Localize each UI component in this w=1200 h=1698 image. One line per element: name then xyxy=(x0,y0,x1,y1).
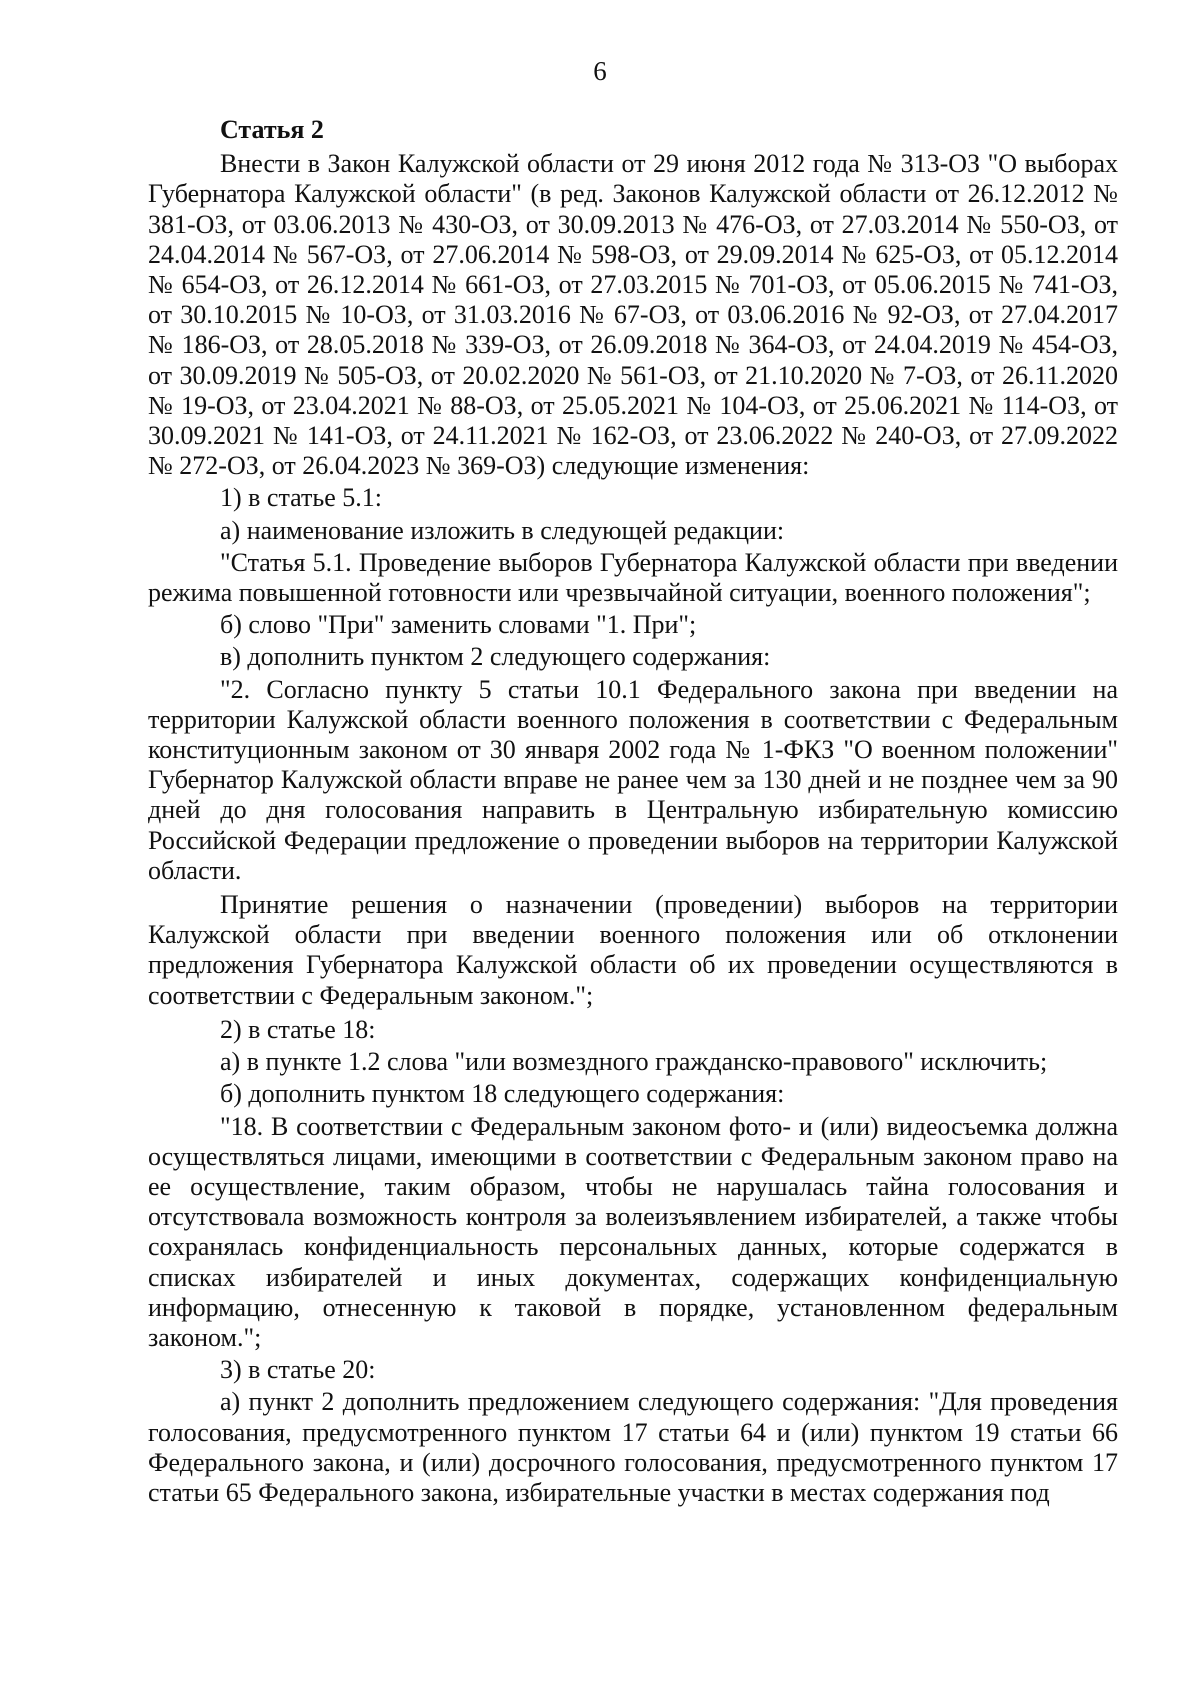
document-body xyxy=(148,115,1118,1510)
paragraph-item-1v: в) дополнить пунктом 2 следующего содержания: xyxy=(220,642,771,672)
paragraph-decision: Принятие решения о назначении (проведении) выборов на территории Калужской области при введении военного положения или об отклонении предложения Губернатора Калужской области об их проведении осуществляются в соответствии с Федеральным законом."; xyxy=(148,890,1118,1010)
paragraph-item-1a: а) наименование изложить в следующей редакции: xyxy=(220,515,785,545)
paragraph-item-2: 2) в статье 18: xyxy=(220,1014,376,1044)
paragraph-quote-point-18: "18. В соответствии с Федеральным законом фото- и (или) видеосъемка должна осуществляться лицами, имеющими в соответствии с Федеральным законом право на ее осуществление, таким образом, чтобы не нарушалась тайна голосования и отсутствовала возможность контроля за волеизъявлением избирателей, а также чтобы сохранялась конфиденциальность персональных данных, которые содержатся в списках избирателей и иных документах, содержащих конфиденциальную информацию, отнесенную к таковой в порядке, установленном федеральным законом."; xyxy=(148,1111,1118,1352)
paragraph-item-3: 3) в статье 20: xyxy=(220,1355,376,1385)
paragraph-item-2a: а) в пункте 1.2 слова "или возмездного гражданско-правового" исключить; xyxy=(220,1047,1048,1077)
paragraph-item-1: 1) в статье 5.1: xyxy=(220,483,383,513)
paragraph-quote-article-5-1: "Статья 5.1. Проведение выборов Губернатора Калужской области при введении режима повышенной готовности или чрезвычайной ситуации, военного положения"; xyxy=(148,547,1118,608)
paragraph-intro: Внести в Закон Калужской области от 29 июня 2012 года № 313-ОЗ "О выборах Губернатора Калужской области" (в ред. Законов Калужской области от 26.12.2012 № 381-ОЗ, от 03.06.2013 № 430-ОЗ, от 30.09.2013 № 476-ОЗ, от 27.03.2014 № 550-ОЗ, от 24.04.2014 № 567-ОЗ, от 27.06.2014 № 598-ОЗ, от 29.09.2014 № 625-ОЗ, от 05.12.2014 № 654-ОЗ, от 26.12.2014 № 661-ОЗ, от 27.03.2015 № 701-ОЗ, от 05.06.2015 № 741-ОЗ, от 30.10.2015 № 10-ОЗ, от 31.03.2016 № 67-ОЗ, от 03.06.2016 № 92-ОЗ, от 27.04.2017 № 186-ОЗ, от 28.05.2018 № 339-ОЗ, от 26.09.2018 № 364-ОЗ, от 24.04.2019 № 454-ОЗ, от 30.09.2019 № 505-ОЗ, от 20.02.2020 № 561-ОЗ, от 21.10.2020 № 7-ОЗ, от 26.11.2020 № 19-ОЗ, от 23.04.2021 № 88-ОЗ, от 25.05.2021 № 104-ОЗ, от 25.06.2021 № 114-ОЗ, от 30.09.2021 № 141-ОЗ, от 24.11.2021 № 162-ОЗ, от 23.06.2022 № 240-ОЗ, от 27.09.2022 № 272-ОЗ, от 26.04.2023 № 369-ОЗ) следующие изменения: xyxy=(148,149,1118,481)
paragraph-item-1b: б) слово "При" заменить словами "1. При"; xyxy=(220,610,697,640)
paragraph-item-3a: а) пункт 2 дополнить предложением следующего содержания: "Для проведения голосования, предусмотренного пунктом 17 статьи 64 и (или) пунктом 19 статьи 66 Федерального закона, и (или) досрочного голосования, предусмотренного пунктом 17 статьи 65 Федерального закона, избирательные участки в местах содержания под xyxy=(148,1387,1118,1507)
paragraph-item-2b: б) дополнить пунктом 18 следующего содержания: xyxy=(220,1079,785,1109)
paragraph-quote-point-2: "2. Согласно пункту 5 статьи 10.1 Федерального закона при введении на территории Калужской области военного положения в соответствии с Федеральным конституционным законом от 30 января 2002 года № 1-ФКЗ "О военном положении" Губернатор Калужской области вправе не ранее чем за 130 дней и не позднее чем за 90 дней до дня голосования направить в Центральную избирательную комиссию Российской Федерации предложение о проведении выборов на территории Калужской области. xyxy=(148,674,1118,885)
article-heading: Статья 2 xyxy=(220,115,324,144)
page-number: 6 xyxy=(593,56,607,86)
